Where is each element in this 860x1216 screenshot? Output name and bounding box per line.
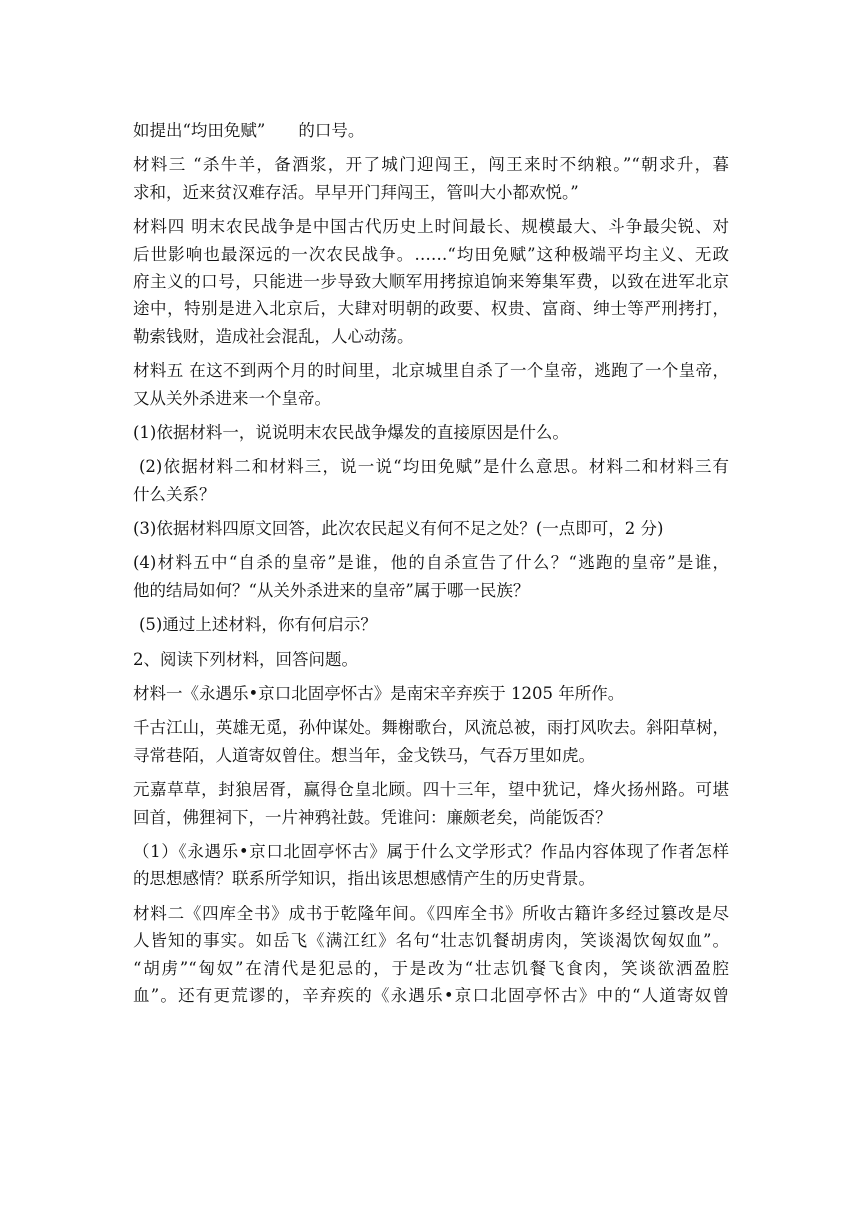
- text-line: (5)通过上述材料，你有何启示？: [139, 615, 377, 635]
- text-line: 寻常巷陌，人道寄奴曾住。想当年，金戈铁马，气吞万里如虎。: [133, 745, 595, 765]
- text-line: 又从关外杀进来一个皇帝。: [133, 388, 331, 408]
- text-line: 什么关系？: [133, 484, 216, 504]
- text-line: “胡虏”“匈奴”在清代是犯忌的，于是改为“壮志饥餐飞食肉，笑谈欲洒盈腔: [133, 958, 729, 978]
- text-line: 府主义的口号，只能进一步导致大顺军用拷掠追饷来筹集军费，以致在进军北京: [133, 271, 729, 291]
- text-line: 血”。还有更荒谬的，辛弃疾的《永遇乐•京口北固亭怀古》中的“人道寄奴曾: [133, 985, 729, 1005]
- text-line: 元嘉草草，封狼居胥，赢得仓皇北顾。四十三年，望中犹记，烽火扬州路。可堪: [133, 780, 729, 800]
- text-line: 后世影响也最深远的一次农民战争。……“均田免赋”这种极端平均主义、无政: [133, 244, 729, 264]
- text-line: 2、阅读下列材料，回答问题。: [133, 649, 358, 669]
- text-line: （1）《永遇乐•京口北固亭怀古》属于什么文学形式？作品内容体现了作者怎样: [133, 841, 729, 861]
- text-line: 人皆知的事实。如岳飞《满江红》名句“壮志饥餐胡虏肉，笑谈渴饮匈奴血”。: [133, 931, 729, 951]
- text-line: 途中，特别是进入北京后，大肆对明朝的政要、权贵、富商、绅士等严刑拷打，: [133, 299, 729, 319]
- text-line: 回首，佛狸祠下，一片神鸦社鼓。凭谁问：廉颇老矣，尚能饭否？: [133, 807, 612, 827]
- text-line: 材料二《四库全书》成书于乾隆年间。《四库全书》所收古籍许多经过篡改是尽: [133, 903, 729, 923]
- text-line: (1)依据材料一，说说明末农民战争爆发的直接原因是什么。: [133, 422, 569, 442]
- text-line: 如提出“均田免赋” 的口号。: [133, 121, 365, 140]
- text-line: 材料一《永遇乐•京口北固亭怀古》是南宋辛弃疾于 1205 年所作。: [133, 684, 625, 704]
- text-line: 他的结局如何？“从关外杀进来的皇帝”属于哪一民族？: [133, 580, 530, 600]
- text-line: (4)材料五中“自杀的皇帝”是谁，他的自杀宣告了什么？“逃跑的皇帝”是谁，: [133, 553, 729, 573]
- text-line: 材料四 明末农民战争是中国古代历史上时间最长、规模最大、斗争最尖锐、对: [133, 217, 729, 237]
- text-line: 求和，近来贫汉难存活。早早开门拜闯王，管叫大小都欢悦。”: [133, 182, 579, 202]
- text-line: (2)依据材料二和材料三，说一说“均田免赋”是什么意思。材料二和材料三有: [139, 457, 729, 477]
- text-line: 材料三 “杀牛羊，备酒浆，开了城门迎闯王，闯王来时不纳粮。”“朝求升，暮: [133, 155, 729, 175]
- text-line: 勒索钱财，造成社会混乱，人心动荡。: [133, 326, 414, 346]
- text-line: 千古江山，英雄无觅，孙仲谋处。舞榭歌台，风流总被，雨打风吹去。斜阳草树，: [133, 718, 729, 738]
- document-body: [133, 117, 729, 1009]
- text-line: 材料五 在这不到两个月的时间里，北京城里自杀了一个皇帝，逃跑了一个皇帝，: [133, 361, 729, 381]
- text-line: (3)依据材料四原文回答，此次农民起义有何不足之处？(一点即可，2 分): [133, 519, 664, 539]
- text-line: 的思想感情？联系所学知识，指出该思想感情产生的历史背景。: [133, 869, 595, 889]
